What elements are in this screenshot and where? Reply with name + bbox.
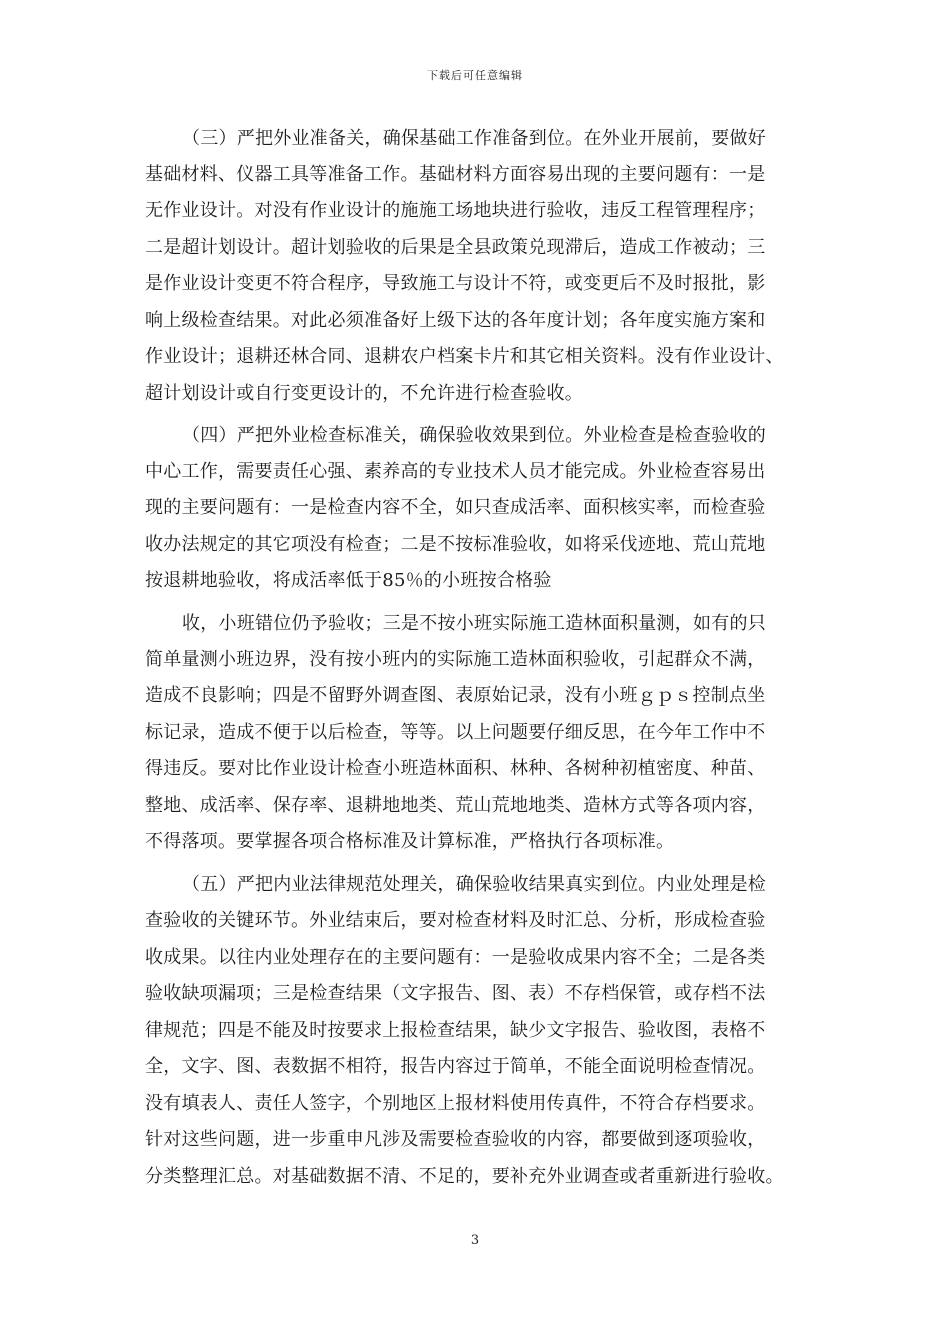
paragraph-line: 现的主要问题有：一是检查内容不全，如只查成活率、面积核实率，而检查验 — [145, 497, 766, 518]
paragraph-line: （四）严把外业检查标准关，确保验收效果到位。外业检查是检查验收的 — [182, 425, 766, 446]
paragraph-line: 验收缺项漏项；三是检查结果（文字报告、图、表）不存档保管，或存档不法 — [145, 983, 766, 1004]
paragraph-line: 二是超计划设计。超计划验收的后果是全县政策兑现滞后，造成工作被动；三 — [145, 237, 766, 258]
paragraph-line: 收办法规定的其它项没有检查；二是不按标准验收，如将采伐迹地、荒山荒地 — [145, 534, 766, 555]
paragraph-line: 按退耕地验收，将成活率低于85％的小班按合格验 — [145, 570, 552, 591]
paragraph-line: 响上级检查结果。对此必须准备好上级下达的各年度计划；各年度实施方案和 — [145, 310, 766, 331]
paragraph-line: 分类整理汇总。对基础数据不清、不足的，要补充外业调查或者重新进行验收。 — [145, 1166, 784, 1187]
paragraph-line: （五）严把内业法律规范处理关，确保验收结果真实到位。内业处理是检 — [182, 874, 766, 895]
page-header: 下载后可任意编辑 — [427, 69, 523, 82]
paragraph-line: 收成果。以往内业处理存在的主要问题有：一是验收成果内容不全；二是各类 — [145, 947, 766, 968]
page-number: 3 — [470, 1233, 480, 1248]
paragraph-line: 造成不良影响；四是不留野外调查图、表原始记录，没有小班ｇｐｓ控制点坐 — [145, 685, 766, 706]
paragraph-line: 超计划设计或自行变更设计的，不允许进行检查验收。 — [145, 383, 583, 404]
paragraph-line: （三）严把外业准备关，确保基础工作准备到位。在外业开展前，要做好 — [182, 128, 766, 149]
paragraph-line: 作业设计；退耕还林合同、退耕农户档案卡片和其它相关资料。没有作业设计、 — [145, 346, 784, 367]
paragraph-line: 律规范；四是不能及时按要求上报检查结果，缺少文字报告、验收图，表格不 — [145, 1020, 766, 1041]
paragraph-line: 整地、成活率、保存率、退耕地地类、荒山荒地地类、造林方式等各项内容， — [145, 795, 766, 816]
paragraph-line: 得违反。要对比作业设计检查小班造林面积、林种、各树种初植密度、种苗、 — [145, 758, 766, 779]
paragraph-line: 查验收的关键环节。外业结束后，要对检查材料及时汇总、分析，形成检查验 — [145, 910, 766, 931]
paragraph-line: 简单量测小班边界，没有按小班内的实际施工造林面积验收，引起群众不满， — [145, 649, 766, 670]
paragraph-line: 标记录，造成不便于以后检查，等等。以上问题要仔细反思，在今年工作中不 — [145, 722, 766, 743]
paragraph-line: 没有填表人、责任人签字，个别地区上报材料使用传真件，不符合存档要求。 — [145, 1093, 766, 1114]
paragraph-line: 全，文字、图、表数据不相符，报告内容过于简单，不能全面说明检查情况。 — [145, 1056, 766, 1077]
paragraph-line: 不得落项。要掌握各项合格标准及计算标准，严格执行各项标准。 — [145, 831, 675, 852]
paragraph-line: 基础材料、仪器工具等准备工作。基础材料方面容易出现的主要问题有：一是 — [145, 164, 766, 185]
paragraph-line: 针对这些问题，进一步重申凡涉及需要检查验收的内容，都要做到逐项验收， — [145, 1129, 766, 1150]
paragraph-line: 收，小班错位仍予验收；三是不按小班实际施工造林面积量测，如有的只 — [182, 613, 766, 634]
paragraph-line: 是作业设计变更不符合程序，导致施工与设计不符，或变更后不及时报批，影 — [145, 273, 766, 294]
paragraph-line: 中心工作，需要责任心强、素养高的专业技术人员才能完成。外业检查容易出 — [145, 461, 766, 482]
paragraph-line: 无作业设计。对没有作业设计的施施工场地块进行验收，违反工程管理程序； — [145, 200, 766, 221]
